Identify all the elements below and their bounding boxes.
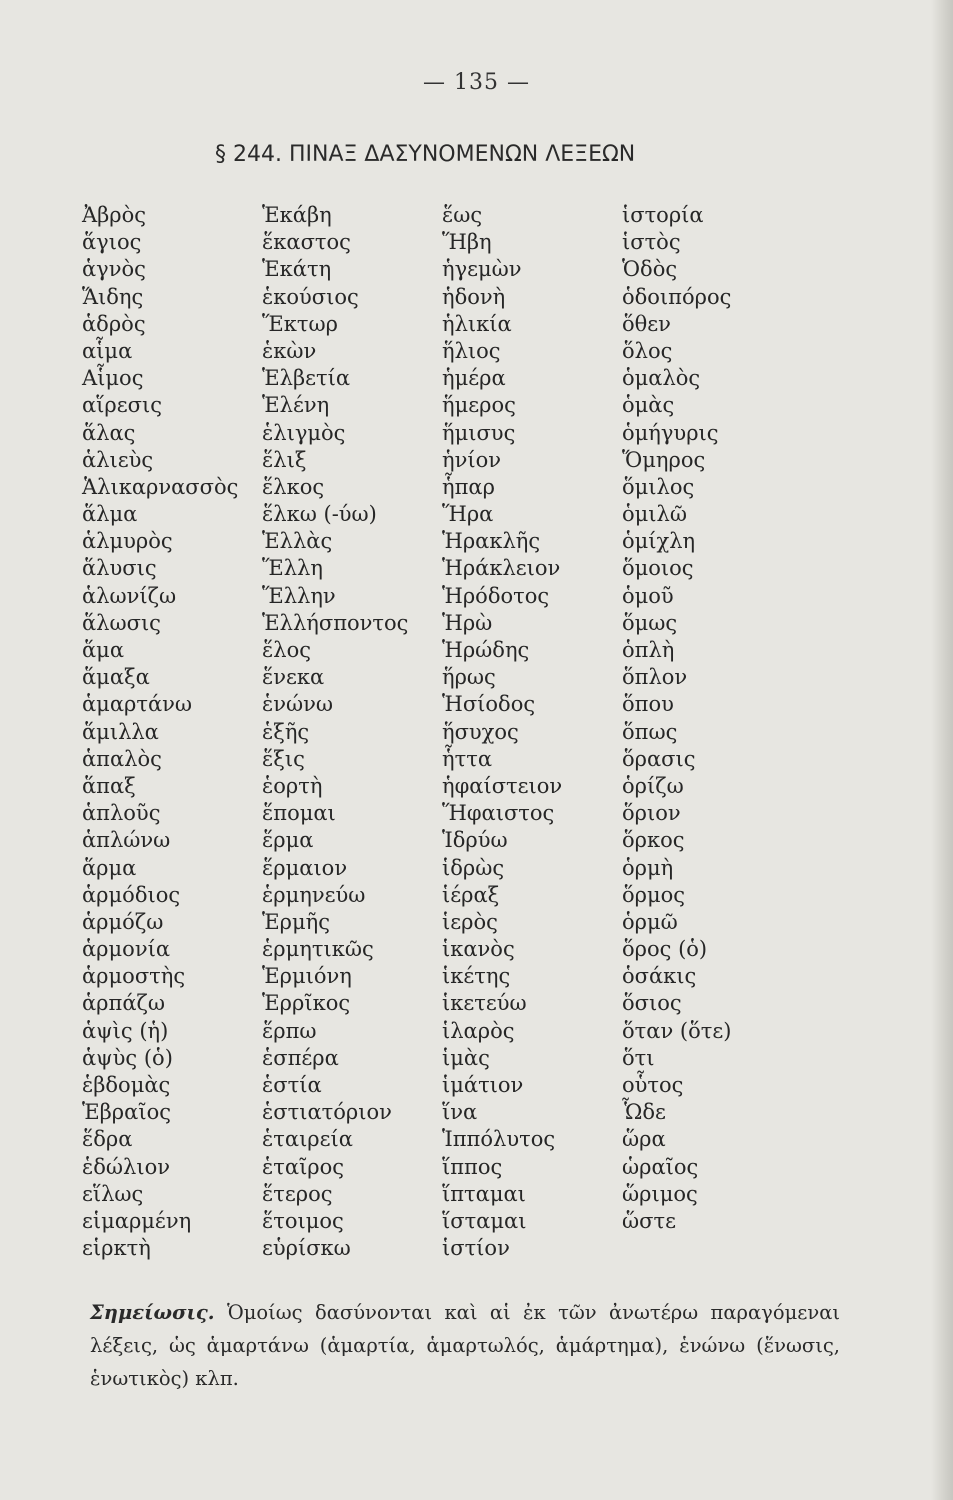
- word-entry: Ἥφαιστος: [442, 801, 555, 826]
- word-entry: ἁρμοστὴς: [82, 964, 186, 989]
- word-entry: Ἕλλην: [262, 583, 336, 608]
- word-entry: ἁρμονία: [82, 937, 170, 962]
- word-entry: εὑρίσκω: [262, 1236, 351, 1261]
- word-entry: ἱέραξ: [442, 882, 500, 907]
- word-entry: ἑορτὴ: [262, 773, 323, 798]
- word-entry: ἑρμητικῶς: [262, 937, 374, 962]
- word-entry: Ἡρὼ: [442, 610, 493, 635]
- word-entry: ἁπαλὸς: [82, 746, 162, 771]
- word-entry: ἅπαξ: [82, 773, 136, 798]
- word-entry: ἡδονὴ: [442, 284, 506, 309]
- word-entry: ἁψὺς (ὁ): [82, 1045, 173, 1070]
- word-entry: ἥσυχος: [442, 719, 519, 744]
- word-entry: ἅλμα: [82, 502, 138, 527]
- word-entry: ἅλας: [82, 420, 136, 445]
- word-entry: ἁπλώνω: [82, 828, 171, 853]
- word-entry: ἱκετεύω: [442, 991, 527, 1016]
- word-entry: ἁγνὸς: [82, 257, 146, 282]
- word-entry: ἱστὸς: [622, 230, 681, 255]
- word-entry: ἡλικία: [442, 311, 512, 336]
- word-entry: ἁπλοῦς: [82, 801, 161, 826]
- footnote-label: Σημείωσις.: [90, 1301, 215, 1324]
- word-entry: Ἥβη: [442, 230, 492, 255]
- word-entry: Ἱππόλυτος: [442, 1127, 556, 1152]
- word-entry: ὅρος (ὁ): [622, 937, 708, 962]
- word-entry: Ὁδὸς: [622, 257, 678, 282]
- word-entry: ἕρμαιον: [262, 855, 348, 880]
- word-entry: Ἅιδης: [82, 284, 144, 309]
- word-entry: Ἑκάβη: [262, 203, 332, 227]
- word-entry: εἱρκτὴ: [82, 1236, 151, 1261]
- word-entry: ὁρμῶ: [622, 909, 678, 934]
- word-entry: ἡνίον: [442, 447, 501, 472]
- word-entry: ὁμοῦ: [622, 583, 674, 608]
- word-entry: Ἡρόδοτος: [442, 583, 550, 608]
- word-entry: ἁλμυρὸς: [82, 529, 173, 554]
- word-entry: ἧττα: [442, 746, 492, 771]
- word-entry: ἑστία: [262, 1073, 322, 1097]
- word-entry: ὁμὰς: [622, 393, 675, 418]
- word-entry: ἥλιος: [442, 338, 501, 363]
- word-entry: ἑσπέρα: [262, 1045, 339, 1070]
- word-entry: ἕλος: [262, 638, 311, 662]
- word-entry: ὅπως: [622, 719, 678, 744]
- word-entry: Ἑρμῆς: [262, 909, 331, 934]
- word-entry: ἱμάτιον: [442, 1073, 524, 1097]
- word-entry: ἱμὰς: [442, 1045, 490, 1070]
- word-entry: ἡγεμὼν: [442, 257, 522, 282]
- word-entry: ἡμέρα: [442, 366, 506, 391]
- word-entry: ἱστορία: [622, 203, 704, 227]
- word-entry: ἅρμα: [82, 855, 137, 880]
- word-entry: ὥριμος: [622, 1181, 698, 1206]
- word-entry: ὅρμος: [622, 882, 686, 907]
- word-entry: ἵνα: [442, 1100, 478, 1125]
- word-entry: Ἁλικαρνασσὸς: [82, 474, 239, 499]
- word-column-4: [622, 202, 731, 1235]
- footnote: [90, 1296, 840, 1395]
- word-entry: οὗτος: [622, 1073, 684, 1097]
- word-entry: Ἑλβετία: [262, 366, 351, 391]
- word-entry: ἱστίον: [442, 1236, 510, 1261]
- word-entry: ἕως: [442, 203, 483, 227]
- word-entry: ὁμήγυρις: [622, 420, 719, 445]
- word-entry: ὅλος: [622, 338, 673, 363]
- word-entry: Αἷμος: [82, 366, 144, 391]
- word-entry: ἥρως: [442, 665, 496, 690]
- word-entry: ὅριον: [622, 801, 681, 826]
- word-entry: ὁμίχλη: [622, 529, 696, 554]
- word-entry: ὥρα: [622, 1127, 666, 1152]
- word-entry: ἱκανὸς: [442, 937, 515, 962]
- word-entry: ἁρμόδιος: [82, 882, 181, 907]
- word-entry: ἅμαξα: [82, 665, 150, 690]
- word-entry: ὁμιλῶ: [622, 502, 687, 527]
- word-entry: ἕκαστος: [262, 230, 351, 255]
- word-entry: ἑλιγμὸς: [262, 420, 346, 445]
- word-entry: ἅμιλλα: [82, 719, 159, 744]
- word-entry: Ὧδε: [622, 1100, 666, 1125]
- word-entry: ἁψὶς (ἡ): [82, 1018, 169, 1043]
- word-entry: ἕρμα: [262, 828, 314, 853]
- word-entry: ἕτερος: [262, 1181, 333, 1206]
- word-entry: ἑκὼν: [262, 338, 317, 363]
- word-entry: ἕνεκα: [262, 665, 325, 690]
- word-entry: ἵσταμαι: [442, 1208, 527, 1233]
- word-entry: εἱμαρμένη: [82, 1208, 192, 1233]
- word-entry: ἑκούσιος: [262, 284, 359, 309]
- word-entry: ὁδοιπόρος: [622, 284, 732, 309]
- word-entry: ὁμαλὸς: [622, 366, 701, 391]
- word-entry: Ἡρώδης: [442, 638, 530, 662]
- word-entry: ἕλκος: [262, 474, 325, 499]
- word-entry: ἑταῖρος: [262, 1154, 345, 1179]
- word-entry: Ἑλένη: [262, 393, 330, 418]
- word-entry: ἑνώνω: [262, 692, 334, 717]
- word-entry: ἁλωνίζω: [82, 583, 177, 608]
- word-entry: ἅμα: [82, 638, 125, 662]
- word-column-2: [262, 202, 408, 1262]
- word-entry: ὁρίζω: [622, 773, 684, 798]
- word-entry: ἁδρὸς: [82, 311, 146, 336]
- section-title: § 244. ΠΙΝΑΞ ΔΑΣΥΝΟΜΕΝΩΝ ΛΕΞΕΩΝ: [215, 142, 636, 167]
- word-entry: ἱκέτης: [442, 964, 511, 989]
- word-entry: ἕξις: [262, 746, 305, 771]
- word-entry: Ἀβρὸς: [82, 203, 147, 227]
- word-entry: ὅμιλος: [622, 474, 695, 499]
- word-entry: ὅσιος: [622, 991, 682, 1016]
- word-entry: ἑστιατόριον: [262, 1100, 392, 1125]
- word-entry: ὁσάκις: [622, 964, 697, 989]
- word-entry: ἁρπάζω: [82, 991, 166, 1016]
- word-column-3: [442, 202, 562, 1262]
- word-entry: ἕλιξ: [262, 447, 307, 472]
- word-entry: ἁλιεὺς: [82, 447, 154, 472]
- word-entry: Ἑρρῖκος: [262, 991, 351, 1016]
- word-entry: Ἑλλὰς: [262, 529, 333, 554]
- word-entry: ἕπομαι: [262, 801, 336, 826]
- word-entry: ὅθεν: [622, 311, 671, 336]
- word-entry: ἥμερος: [442, 393, 516, 418]
- word-entry: Ἡσίοδος: [442, 692, 536, 717]
- word-entry: ἱλαρὸς: [442, 1018, 515, 1043]
- word-entry: Ἡράκλειον: [442, 556, 561, 581]
- page-number: — 135 —: [423, 70, 530, 95]
- word-entry: ἱδρὼς: [442, 855, 505, 880]
- word-entry: ὅρασις: [622, 746, 696, 771]
- word-entry: Ἑκάτη: [262, 257, 332, 282]
- word-entry: ὅμοιος: [622, 556, 694, 581]
- word-entry: ὁρμὴ: [622, 855, 674, 880]
- word-entry: ὅρκος: [622, 828, 685, 853]
- word-entry: ἑρμηνεύω: [262, 882, 366, 907]
- word-entry: ἅλωσις: [82, 610, 161, 635]
- word-entry: ἱερὸς: [442, 909, 498, 934]
- word-entry: ἅγιος: [82, 230, 142, 255]
- word-entry: ἑδώλιον: [82, 1154, 170, 1179]
- word-entry: ἁρμόζω: [82, 909, 164, 934]
- word-entry: ὅπλον: [622, 665, 688, 690]
- word-entry: ἕλκω (-ύω): [262, 502, 377, 527]
- word-entry: Ἑβραῖος: [82, 1100, 171, 1125]
- word-entry: ἑβδομὰς: [82, 1073, 171, 1097]
- word-entry: ὅπου: [622, 692, 674, 717]
- word-entry: Ἕλλη: [262, 556, 323, 581]
- word-entry: αἵρεσις: [82, 393, 162, 418]
- word-entry: ἵπταμαι: [442, 1181, 526, 1206]
- word-entry: Ἑλλήσποντος: [262, 610, 409, 635]
- word-entry: Ἥρα: [442, 502, 494, 527]
- word-entry: εἵλως: [82, 1181, 144, 1206]
- word-entry: ἅλυσις: [82, 556, 157, 581]
- word-entry: Ὅμηρος: [622, 447, 706, 472]
- word-entry: ἡφαίστειον: [442, 773, 563, 798]
- word-entry: ὁπλὴ: [622, 638, 675, 662]
- word-entry: ἕδρα: [82, 1127, 133, 1152]
- word-entry: ὥστε: [622, 1208, 676, 1233]
- word-entry: Ἑρμιόνη: [262, 964, 352, 989]
- word-entry: Ἡρακλῆς: [442, 529, 541, 554]
- word-entry: ἁμαρτάνω: [82, 692, 193, 717]
- footnote-text: Ὁμοίως δασύνονται καὶ αἱ ἐκ τῶν ἀνωτέρω παραγόμεναι λέξεις, ὡς ἁμαρτάνω (ἁμαρτία, ἁμαρτωλός, ἁμάρτημα), ἑνώνω (ἕνωσις, ἑνωτικὸς) κλπ.: [90, 1301, 841, 1390]
- word-entry: ἥμισυς: [442, 420, 516, 445]
- page-edge: [931, 0, 953, 1500]
- word-entry: ὅταν (ὅτε): [622, 1018, 732, 1043]
- word-entry: ὡραῖος: [622, 1154, 699, 1179]
- word-entry: ἵππος: [442, 1154, 503, 1179]
- word-column-1: [82, 202, 238, 1262]
- word-entry: ἧπαρ: [442, 474, 495, 499]
- word-entry: ἕτοιμος: [262, 1208, 344, 1233]
- word-entry: ὅμως: [622, 610, 678, 635]
- word-entry: Ἱδρύω: [442, 828, 508, 853]
- word-entry: ὅτι: [622, 1045, 655, 1070]
- word-entry: ἑξῆς: [262, 719, 310, 744]
- word-entry: αἷμα: [82, 338, 133, 363]
- word-entry: ἑταιρεία: [262, 1127, 353, 1152]
- word-entry: ἕρπω: [262, 1018, 317, 1043]
- word-entry: Ἕκτωρ: [262, 311, 338, 336]
